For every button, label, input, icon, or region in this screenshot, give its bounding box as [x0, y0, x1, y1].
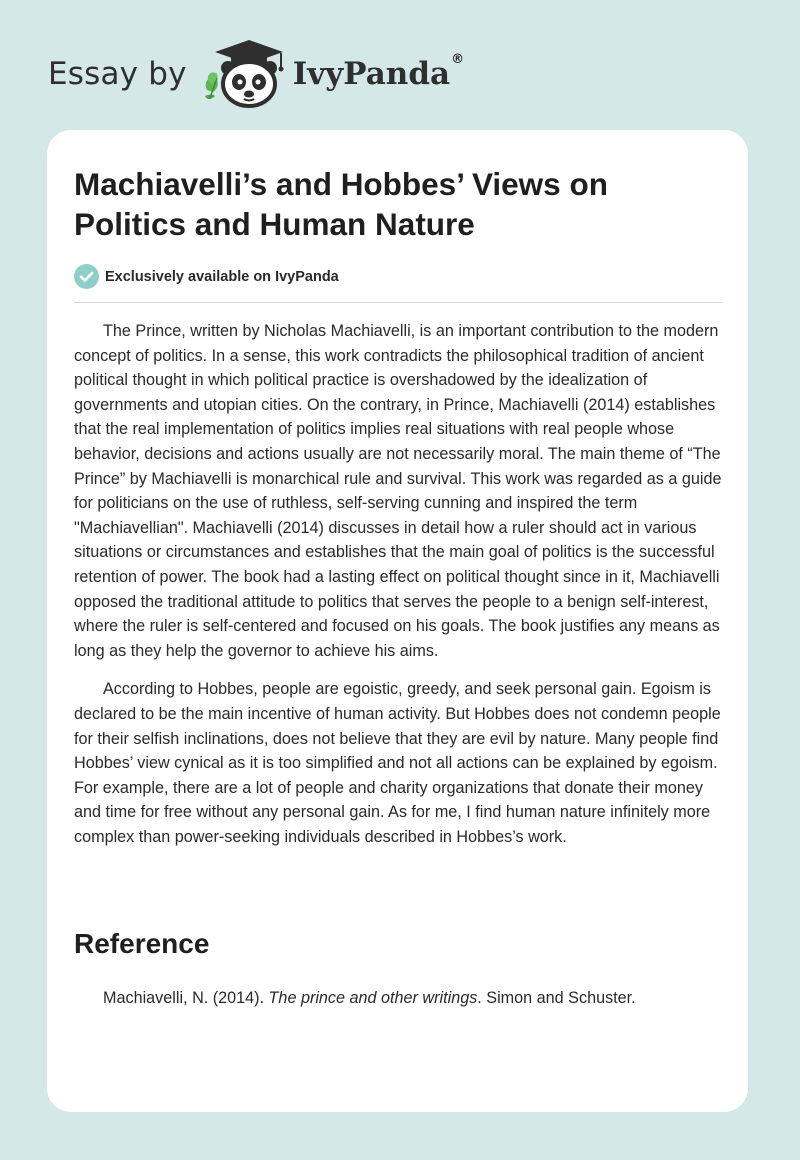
reference-entry — [103, 986, 636, 1010]
essay-by-label: Essay by — [48, 56, 187, 92]
site-header — [48, 38, 464, 110]
brand-name[interactable]: IvyPanda® — [292, 52, 465, 92]
essay-card — [47, 130, 748, 1112]
panda-graduate-icon — [201, 38, 289, 110]
reference-heading: Reference — [74, 928, 210, 959]
divider — [74, 302, 722, 303]
reference-title: The prince and other writings — [268, 989, 478, 1007]
reference-publisher: . Simon and Schuster. — [477, 989, 636, 1007]
reference-author: Machiavelli, N. (2014). — [103, 989, 269, 1007]
registered-mark: ® — [451, 52, 465, 67]
paragraph: According to Hobbes, people are egoistic, greedy, and seek personal gain. Egoism is declared to be the main incentive of human activity. But Hobbes does not condemn people for their selfish inclinations, does not believe that they are evil by nature. Many people find Hobbes’ view cynical as it is too simplified and not all actions can be explained by egoism. For example, there are a lot of people and charity organizations that donate their money and time for free without any personal gain. As for me, I find human nature infinitely more complex than power-seeking individuals described in Hobbes’s work. — [74, 680, 721, 846]
paragraph: The Prince, written by Nicholas Machiavelli, is an important contribution to the modern concept of politics. In a sense, this work contradicts the philosophical tradition of ancient political thought in which political practice is overshadowed by the idealization of governments and utopian cities. On the contrary, in Prince, Machiavelli (2014) establishes that the real implementation of politics implies real situations with real people whose behavior, decisions and actions usually are not necessarily moral. The main theme of “The Prince” by Machiavelli is monarchical rule and survival. This work was regarded as a guide for politicians on the use of ruthless, self-serving cunning and inspired the term "Machiavellian". Machiavelli (2014) discusses in detail how a ruler should act in various situations or circumstances and establishes that the main goal of politics is the successful retention of power. The book had a lasting effect on political thought since in it, Machiavelli opposed the traditional attitude to politics that serves the people to a benign self-interest, where the ruler is self-centered and focused on his goals. The book justifies any means as long as they help the governor to achieve his aims. — [74, 322, 722, 660]
essay-title: Machiavelli’s and Hobbes’ Views on Politics and Human Nature — [74, 166, 608, 242]
leaf-icon — [205, 72, 218, 99]
exclusive-label: Exclusively available on IvyPanda — [105, 268, 339, 285]
check-circle-icon — [74, 264, 99, 289]
essay-body — [74, 319, 734, 863]
exclusive-badge — [74, 264, 339, 289]
